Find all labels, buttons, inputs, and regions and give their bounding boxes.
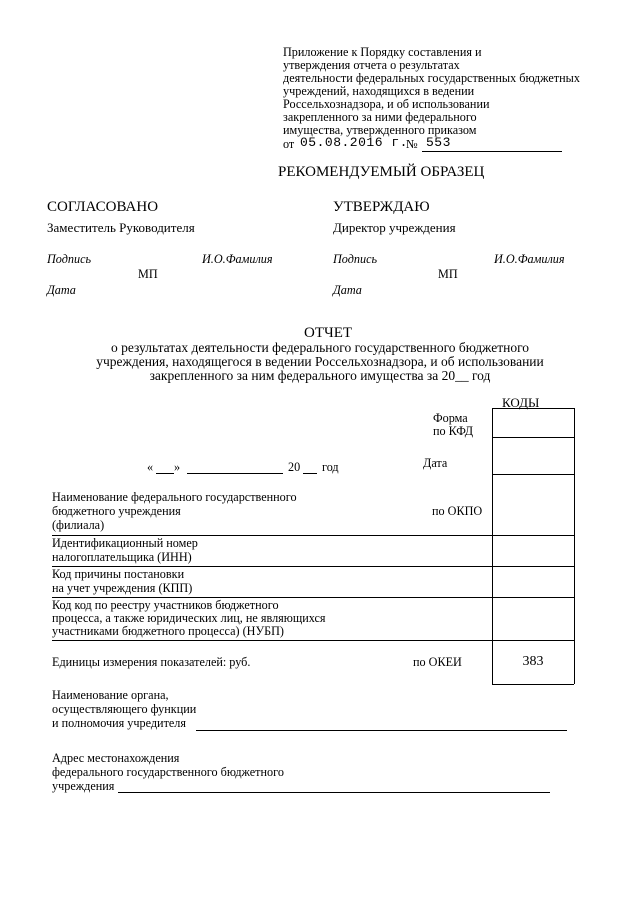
- founder-label-line: и полномочия учредителя: [52, 716, 186, 730]
- okei-label: по ОКЕИ: [413, 655, 462, 669]
- year-suffix: год: [322, 460, 339, 474]
- appendix-number-value: 553: [426, 135, 451, 150]
- agreed-heading: СОГЛАСОВАНО: [47, 199, 159, 215]
- appendix-line: учреждений, находящихся в ведении: [283, 84, 475, 98]
- approve-date-label: Дата: [333, 283, 362, 297]
- okei-code-value: 383: [522, 654, 544, 669]
- form-kfd-label: по КФД: [433, 424, 474, 438]
- appendix-number-label: №: [406, 137, 418, 151]
- okpo-label: по ОКПО: [432, 504, 483, 518]
- codes-row-line: [492, 597, 574, 598]
- appendix-line: утверждения отчета о результатах: [283, 58, 460, 72]
- codes-border-right: [574, 408, 575, 684]
- address-label-line: Адрес местонахождения: [52, 751, 180, 765]
- field-label-line: Код причины постановки: [52, 567, 185, 581]
- codes-row-line: [492, 566, 574, 567]
- day-underline[interactable]: [156, 473, 174, 474]
- appendix-line: Приложение к Порядку составления и: [283, 45, 482, 59]
- approve-signature-label: Подпись: [333, 252, 378, 266]
- field-label-line: на учет учреждения (КПП): [52, 581, 193, 595]
- date-quote-close: »: [174, 460, 181, 474]
- appendix-line: Россельхознадзора, и об использовании: [283, 97, 490, 111]
- number-underline: [422, 151, 562, 152]
- codes-border-left: [492, 408, 493, 684]
- founder-label-line: Наименование органа,: [52, 688, 169, 702]
- codes-row-line: [492, 684, 574, 685]
- appendix-from-label: от: [283, 137, 295, 151]
- agreed-name-label: И.О.Фамилия: [202, 252, 273, 266]
- approve-heading: УТВЕРЖДАЮ: [333, 199, 430, 215]
- field-label-line: Идентификационный номер: [52, 536, 198, 550]
- report-subtitle-line: о результатах деятельности федерального государственного бюджетного: [110, 340, 530, 355]
- codes-header: КОДЫ: [502, 395, 540, 410]
- agreed-stamp-label: МП: [138, 267, 158, 281]
- year-prefix: 20: [288, 460, 301, 474]
- month-underline[interactable]: [187, 473, 283, 474]
- field-label-line: процесса, а также юридических лиц, не являющихся: [52, 611, 326, 625]
- agreed-signature-label: Подпись: [47, 252, 92, 266]
- agreed-date-label: Дата: [47, 283, 76, 297]
- field-separator: [52, 640, 492, 641]
- codes-row-line: [492, 640, 574, 641]
- field-label-line: налогоплательщика (ИНН): [52, 550, 192, 564]
- recommended-title: РЕКОМЕНДУЕМЫЙ ОБРАЗЕЦ: [278, 164, 485, 180]
- address-label-line: учреждения: [52, 779, 115, 793]
- codes-row-line: [492, 408, 574, 409]
- appendix-line: закрепленного за ними федерального: [283, 110, 477, 124]
- field-label-line: бюджетного учреждения: [52, 504, 181, 518]
- report-subtitle-line: закрепленного за ним федерального имущества за 20__ год: [149, 368, 491, 383]
- report-subtitle-line: учреждения, находящегося в ведении Россельхознадзора, и об использовании: [96, 354, 544, 369]
- year-underline[interactable]: [303, 473, 317, 474]
- units-label: Единицы измерения показателей: руб.: [52, 655, 251, 669]
- approve-stamp-label: МП: [438, 267, 458, 281]
- report-title: ОТЧЕТ: [304, 325, 353, 341]
- appendix-line: деятельности федеральных государственных бюджетных: [283, 71, 580, 85]
- codes-row-line: [492, 474, 574, 475]
- approve-name-label: И.О.Фамилия: [494, 252, 565, 266]
- approve-role: Директор учреждения: [333, 220, 456, 235]
- founder-label-line: осуществляющего функции: [52, 702, 197, 716]
- form-label: Форма: [433, 411, 468, 425]
- date-quote-open: «: [147, 460, 154, 474]
- agreed-role: Заместитель Руководителя: [47, 220, 195, 235]
- codes-row-line: [492, 437, 574, 438]
- field-label-line: участниками бюджетного процесса) (НУБП): [52, 624, 284, 638]
- founder-underline[interactable]: [196, 730, 567, 731]
- field-label-line: Код код по реестру участников бюджетного: [52, 598, 279, 612]
- address-underline[interactable]: [118, 792, 550, 793]
- field-label-line: (филиала): [52, 518, 105, 532]
- codes-row-line: [492, 535, 574, 536]
- address-label-line: федерального государственного бюджетного: [52, 765, 284, 779]
- appendix-line: имущества, утвержденного приказом: [283, 123, 477, 137]
- date-code-label: Дата: [423, 456, 448, 470]
- appendix-date-value: 05.08.2016 г.: [300, 135, 408, 150]
- field-label-line: Наименование федерального государственного: [52, 490, 297, 504]
